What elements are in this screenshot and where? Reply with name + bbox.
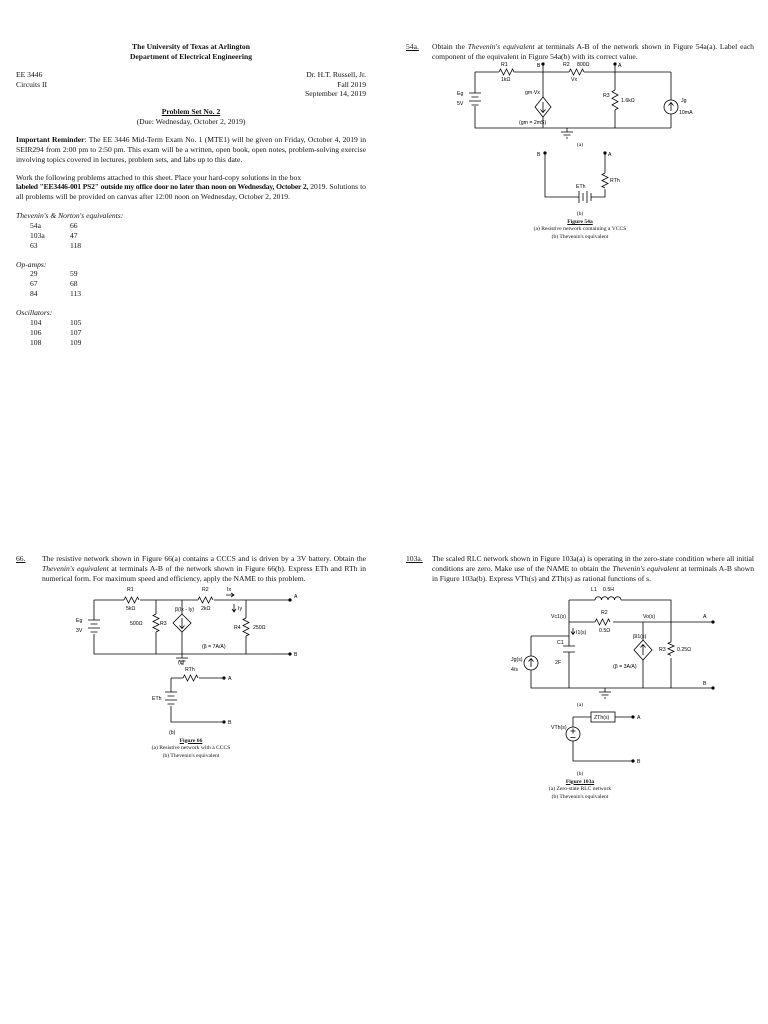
- resistor-r3: [668, 642, 674, 655]
- c1-value: 2F: [555, 659, 562, 666]
- resistor-r4: [243, 618, 249, 636]
- figure-66-circuit-a: [66, 584, 316, 666]
- resistor-r1: [499, 69, 514, 75]
- r3-label: R3: [659, 646, 666, 653]
- r3-value: 1.6kΩ: [621, 97, 635, 104]
- problem-statement: [16, 554, 366, 584]
- r2-label: R2: [202, 586, 209, 593]
- figure-title: Figure 103a: [565, 778, 595, 785]
- figure-caption: [406, 219, 754, 242]
- vccs-source: [535, 97, 551, 117]
- jg-value: 10mA: [679, 109, 693, 116]
- figure-title: Figure 54a: [567, 218, 593, 225]
- section-title: Oscillators: [16, 308, 50, 318]
- instructor: Dr. H.T. Russell, Jr.: [306, 69, 366, 79]
- thevenin-wires: [545, 153, 605, 197]
- problem-ref: 106: [30, 327, 42, 337]
- terminal-b-label: B: [703, 680, 707, 687]
- r2-value: 0.5Ω: [599, 627, 611, 634]
- r3-label: R3: [603, 92, 610, 99]
- terminal-b: [223, 720, 225, 722]
- list-item: [16, 328, 366, 338]
- problem-text: Obtain the: [432, 42, 468, 51]
- subfigure-label: (a): [178, 659, 185, 666]
- current-source-jg: [664, 100, 678, 114]
- problem-ref: 109: [70, 337, 82, 347]
- r2-value: 800Ω: [577, 61, 590, 68]
- problem-text-italic: Thevenin's equivalent: [42, 563, 109, 573]
- resistor-r2: [595, 619, 610, 625]
- resistor-r2: [198, 597, 213, 603]
- terminal-b: [289, 652, 291, 654]
- problem-ref: 66: [70, 221, 78, 231]
- reminder-paragraph: [16, 135, 366, 165]
- caption-line: (a) Resistive network containing a VCCS: [533, 226, 627, 233]
- battery-eth: [579, 191, 591, 203]
- list-item: [16, 279, 366, 289]
- r2-label: R2: [601, 609, 608, 616]
- vth-label: VTh(s): [551, 725, 567, 732]
- rth-label: RTh: [610, 178, 620, 185]
- terminal-a-label: A: [637, 715, 641, 722]
- terminal-a: [614, 63, 616, 65]
- reminder-text: : The EE 3446 Mid-Term Exam No. 1 (MTE1) will be given on Friday, October 4, 2019 in SEIR294 from 2:00 pm to 2:50 pm. This exam will be a written, open book, open notes, problem-solving exercise involving topics covered in lectures, problem sets, and labs up to this date.: [16, 135, 366, 164]
- resistor-rth: [602, 173, 608, 188]
- problem-ref: 63: [30, 240, 38, 250]
- problem-ref: 47: [70, 230, 78, 240]
- figure-66-circuit-b: [66, 666, 316, 738]
- list-item: [16, 338, 366, 348]
- problem-66: [16, 554, 366, 760]
- caption-line: (b) Thevenin's equivalent: [162, 752, 220, 759]
- instructions-paragraph: [16, 173, 366, 203]
- resistor-r2: [569, 69, 584, 75]
- course-code: EE 3446: [16, 69, 43, 79]
- problem-text: at terminals A-B of the network shown in Figure 66(b). Express ETh and RTh in numerical form. For maximum speed and efficiency, apply the NAME to this problem.: [42, 563, 366, 583]
- problem-ref: 103a: [30, 230, 45, 240]
- current-arrow-ix: [226, 593, 234, 597]
- course-name: Circuits II: [16, 79, 48, 89]
- terminal-b-label: B: [637, 759, 641, 766]
- terminal-b: [712, 686, 714, 688]
- terminal-a-label: A: [294, 593, 298, 600]
- subfigure-label: (a): [576, 141, 584, 148]
- cccs-source: [173, 614, 191, 632]
- terminal-b: [542, 63, 544, 65]
- caption-line: (b) Thevenin's equivalent: [551, 793, 609, 800]
- ground-symbol: [599, 688, 611, 698]
- problem-text-italic: Thevenin's equivalent: [467, 42, 535, 51]
- problem-text: The resistive network shown in Figure 66(a) contains a CCCS and is driven by a 3V battery. Obtain the: [42, 554, 366, 563]
- problem-ref: 105: [70, 317, 82, 327]
- r1-value: 1kΩ: [501, 76, 511, 83]
- r4-value: 250Ω: [253, 624, 266, 631]
- jg-label: Jg: [681, 97, 687, 104]
- battery-eg: [88, 620, 100, 632]
- terminal-b: [544, 152, 546, 154]
- list-item: [16, 318, 366, 328]
- issue-date: September 14, 2019: [305, 89, 366, 99]
- r4-label: R4: [234, 624, 241, 631]
- l1-value: 0.5H: [603, 586, 614, 593]
- r2-label: R2: [563, 61, 570, 68]
- section-op-amps: Op-amps: 29 59 67 68 84 113: [16, 260, 366, 299]
- section-title: Op-amps: [16, 259, 44, 269]
- cccs-source: [634, 640, 652, 660]
- terminal-a: [712, 620, 714, 622]
- problem-103a: [406, 554, 754, 801]
- problem-ref: 108: [30, 337, 42, 347]
- battery-eth: [165, 692, 177, 704]
- terminal-b-label: B: [294, 651, 298, 658]
- terminal-a-label: A: [228, 675, 232, 682]
- figure-title: Figure 66: [179, 737, 203, 744]
- resistor-r1: [124, 597, 139, 603]
- r1-label: R1: [501, 61, 508, 68]
- terminal-a: [223, 676, 225, 678]
- current-arrow-i1: [571, 628, 575, 635]
- figure-103a-circuit-a: [445, 584, 715, 702]
- figure-caption: [16, 738, 366, 761]
- term: Fall 2019: [337, 79, 366, 89]
- eg-label: Eg: [76, 617, 83, 624]
- voltage-source-vth: [566, 727, 580, 741]
- rth-label: RTh: [185, 666, 195, 673]
- terminal-a-label: A: [618, 62, 622, 69]
- beta-value: (β = 3A/A): [613, 663, 637, 670]
- problem-text: at terminals A-B shown in Figure 103a(b). Express VTh(s) and ZTh(s) as rational functions of s.: [432, 563, 754, 583]
- instructor-info: [305, 70, 366, 100]
- beta-value: (β = 7A/A): [202, 643, 226, 650]
- r1-label: R1: [127, 586, 134, 593]
- problem-ref: 107: [70, 327, 82, 337]
- figure-54a-circuit-a: [455, 62, 705, 142]
- problem-set-title: Problem Set No. 2: [161, 107, 221, 117]
- problem-text: The scaled RLC network shown in Figure 103a(a) is operating in the zero-state condition where all initial conditions are zero. Make use of the NAME to obtain the: [432, 554, 754, 573]
- university-name: The University of Texas at Arlington: [132, 42, 250, 51]
- instructions-text-bold: labeled "EE3446-001 PS2" outside my office door no later than noon on Wednesday, October 2,: [16, 182, 309, 192]
- current-source-jg: [524, 656, 538, 670]
- problem-number: 54a.: [406, 42, 419, 51]
- terminal-a: [289, 598, 291, 600]
- terminal-a-label: A: [608, 152, 612, 159]
- zth-label: ZTh(s): [594, 715, 610, 722]
- thevenin-wires: [573, 717, 633, 761]
- jg-label: Jg(s): [511, 656, 523, 663]
- eg-value: 3V: [76, 627, 83, 634]
- figure-54a-circuit-b: [455, 149, 705, 211]
- eg-value: 5V: [457, 100, 464, 107]
- terminal-b: [632, 760, 634, 762]
- vccs-label: gm·Vx: [525, 89, 540, 96]
- c1-label: C1: [557, 639, 564, 646]
- problem-54a: [406, 42, 754, 241]
- course-header: [16, 70, 366, 100]
- r3-value: 0.25Ω: [677, 646, 691, 653]
- gm-value: (gm = 2mS): [519, 119, 547, 126]
- problem-ref: 84: [30, 289, 38, 299]
- jg-value: 4/s: [511, 666, 518, 673]
- vo-label: Vo(s): [643, 613, 656, 620]
- problem-text: at terminals A-B of the network shown in Figure 54a(a). Label each component of the equivalent in Figure 54a(b) with its correct value.: [432, 42, 754, 61]
- list-item: [16, 221, 366, 231]
- subfigure-label: (b): [576, 211, 584, 218]
- department-name: Department of Electrical Engineering: [129, 51, 253, 61]
- ix-label: Ix: [227, 586, 232, 593]
- subfigure-label: (b): [576, 771, 584, 778]
- terminal-a: [632, 716, 634, 718]
- resistor-rth: [183, 675, 198, 681]
- terminal-b-label: B: [537, 62, 541, 69]
- caption-line: (a) Resistive network with a CCCS: [151, 745, 231, 752]
- ground-symbol: [561, 128, 573, 138]
- terminal-a-label: A: [703, 613, 707, 620]
- section-oscillators: Oscillators: 104 105 106 107 108 109: [16, 308, 366, 347]
- instructions-text-2: 2019. Solutions to all problems will be provided on canvas after 12:00 noon on Wednesday, October 2, 2019.: [16, 182, 366, 202]
- l1-label: L1: [591, 586, 597, 593]
- problem-ref: 104: [30, 317, 42, 327]
- problem-number: 66.: [16, 554, 26, 563]
- iy-label: Iy: [238, 605, 243, 612]
- current-arrow-iy: [232, 604, 236, 612]
- cccs-label: β(Ix - Iy): [175, 606, 195, 613]
- subfigure-label: (b): [169, 729, 176, 736]
- inductor-l1: [595, 596, 621, 599]
- terminal-a: [604, 152, 606, 154]
- instructions-text-1: Work the following problems attached to this sheet. Place your hard-copy solutions in the box: [16, 172, 302, 182]
- reminder-label: Important Reminder: [16, 135, 85, 145]
- eth-label: ETh: [576, 184, 586, 191]
- list-item: [16, 289, 366, 299]
- i1-label: I1(s): [576, 629, 587, 636]
- battery-eg: [469, 93, 481, 105]
- vx-label: Vx: [571, 76, 578, 83]
- problem-ref: 59: [70, 269, 78, 279]
- terminal-b-label: B: [228, 719, 232, 726]
- figure-caption: [406, 779, 754, 802]
- cccs-label: βI1(s): [633, 633, 647, 640]
- problem-ref: 67: [30, 279, 38, 289]
- list-item: [16, 241, 366, 251]
- r3-label: R3: [160, 620, 167, 627]
- list-item: [16, 231, 366, 241]
- r2-value: 2kΩ: [201, 605, 211, 612]
- problem-statement: [406, 554, 754, 584]
- list-item: [16, 269, 366, 279]
- problem-number: 103a.: [406, 554, 423, 563]
- problem-ref: 54a: [30, 221, 41, 231]
- r1-value: 5kΩ: [126, 605, 136, 612]
- resistor-r3: [612, 90, 618, 110]
- problem-ref: 68: [70, 279, 78, 289]
- caption-line: (a) Zero-state RLC network: [548, 786, 612, 793]
- figure-103a-circuit-b: [445, 709, 715, 771]
- caption-line: (b) Thevenin's equivalent: [551, 233, 609, 240]
- due-date: (Due: Wednesday, October 2, 2019): [136, 117, 246, 127]
- eth-label: ETh: [152, 695, 162, 702]
- problem-ref: 118: [70, 240, 82, 250]
- section-thevenin: Thevenin's & Norton's equivalents: 54a 66 103a 47 63 118: [16, 211, 366, 250]
- resistor-r3: [153, 614, 159, 632]
- eg-label: Eg: [457, 90, 464, 97]
- cover-section: [16, 42, 366, 347]
- r3-value: 500Ω: [130, 620, 143, 627]
- problem-ref: 29: [30, 269, 38, 279]
- vc1-label: Vc1(s): [551, 613, 566, 620]
- section-title: Thevenin's & Norton's equivalents: [16, 211, 121, 221]
- problem-set-heading: [16, 107, 366, 127]
- problem-text-italic: Thevenin's equivalent: [612, 563, 679, 573]
- problem-statement: [406, 42, 754, 62]
- capacitor-c1: [563, 646, 575, 652]
- thevenin-wires: [171, 678, 224, 722]
- course-info: [16, 70, 47, 100]
- problem-ref: 113: [70, 289, 82, 299]
- subfigure-label: (a): [576, 701, 584, 708]
- terminal-b-label: B: [537, 152, 541, 159]
